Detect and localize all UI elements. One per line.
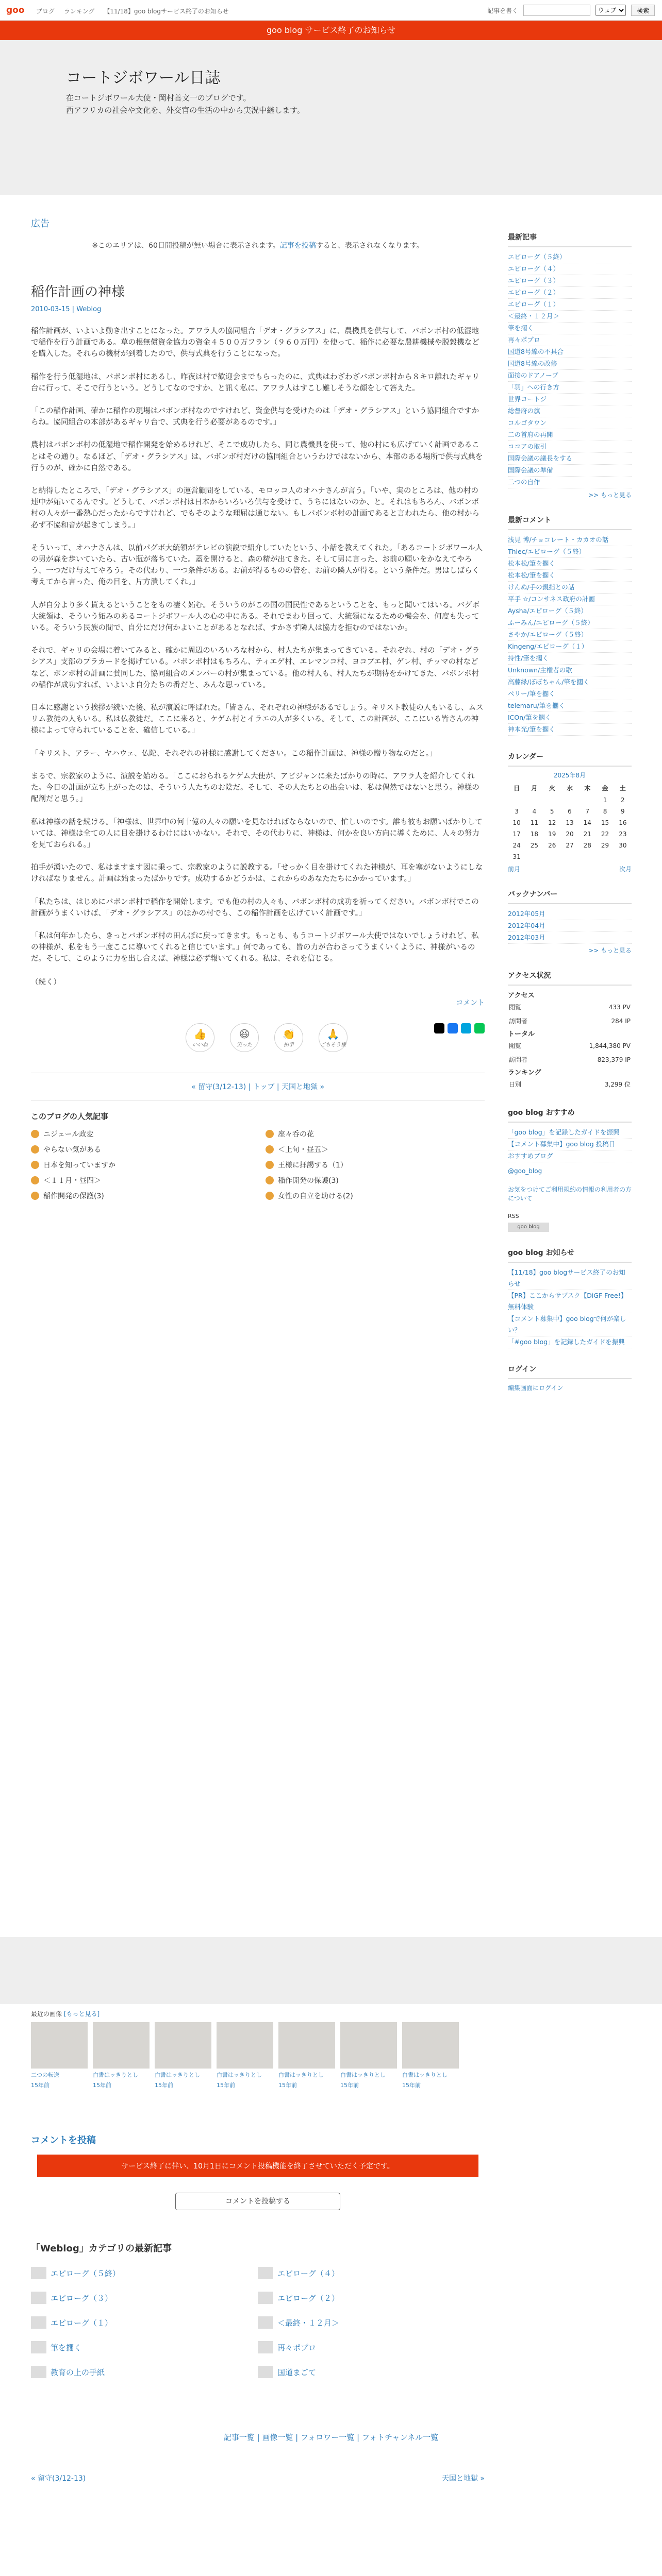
back-numbers: バックナンバー 2012年05月 2012年04月 2012年03月 >> もっと見る: [508, 889, 632, 955]
thumb-age: 15年前: [217, 2082, 235, 2089]
recent-image-thumb[interactable]: [278, 2022, 335, 2089]
calendar-day: 13: [566, 819, 574, 826]
recent-article-item[interactable]: 二の首府の再開: [508, 429, 632, 441]
bottom-next-link[interactable]: 天国と地獄 »: [441, 2475, 485, 2483]
backnumber-item[interactable]: 2012年05月: [508, 908, 632, 920]
line-share-icon[interactable]: [474, 1023, 485, 1033]
calendar-day: 5: [550, 808, 554, 815]
recent-comment-item[interactable]: 神本光/筆を擱く: [508, 724, 632, 736]
calendar-day: 17: [512, 831, 521, 838]
reaction-thanks-button[interactable]: 🙏 ごちそう様: [319, 1023, 347, 1052]
calendar-day: 21: [583, 831, 591, 838]
thumb-caption[interactable]: 白書はッきりとし: [93, 2072, 138, 2078]
images-more-link[interactable]: [もっと見る]: [63, 2010, 100, 2018]
popular-item[interactable]: 王様に拝謁する（1）: [266, 1160, 485, 1170]
entry-paragraph: まるで、宗教家のように、演説を始める。「ここにおられるケゲム大使が、アビジャンに来たばかりの時に、アワラ人を紹介してくれた。今日の計画が立ち上がったのは、そういう人たちのお陰だ。そして、その人たちとの出会いは、私は偶然ではないと思う。神様の配剤だと思う。」: [31, 772, 479, 804]
popular-item[interactable]: 稲作開発の保護(3): [266, 1175, 485, 1185]
recent-article-item[interactable]: エピローグ（２）: [508, 287, 632, 299]
calendar-day: [614, 851, 632, 862]
twitter-link[interactable]: @goo_blog: [508, 1167, 542, 1175]
blog-header: [0, 40, 662, 195]
goo-blog-badge[interactable]: goo blog: [508, 1223, 549, 1232]
category-latest-title: 「Weblog」カテゴリの最新記事: [31, 2243, 172, 2254]
recent-comment-item[interactable]: さやか/エピローグ（５終）: [508, 629, 632, 641]
thumb-age: 15年前: [340, 2082, 359, 2089]
calendar-weekday: 水: [566, 785, 573, 792]
recent-article-item[interactable]: エピローグ（１）: [508, 299, 632, 311]
calendar-day: 25: [530, 842, 539, 849]
entry-date[interactable]: 2010-03-15 | Weblog: [31, 306, 102, 313]
recent-comment-item[interactable]: 高藤緑/ぼぼちゃん/筆を擱く: [508, 676, 632, 688]
calendar-day: 16: [619, 819, 627, 826]
calendar-day: 29: [601, 842, 609, 849]
category-latest-item[interactable]: エピローグ（３）: [31, 2292, 258, 2304]
calendar-day: 20: [566, 831, 574, 838]
calendar-day: 10: [512, 819, 521, 826]
ad-notice: ※このエリアは、60日間投稿が無い場合に表示されます。記事を投稿すると、表示されなくなります。: [92, 242, 424, 250]
popular-item[interactable]: ニジェール政変: [31, 1129, 250, 1139]
thumb-caption[interactable]: 白書はッきりとし: [217, 2072, 262, 2078]
entry-paragraph: 私は神様の話を続ける。「神様は、世界中の何十億の人々の願いを見なければならないので、忙しいのです。誰も彼もお願いばかりしていては、神様は全ての人に目を掛けるわけにはいかない。それで、その代わりに、神様は、何かを良い方向に導くために、人々の努力を見ておられる。」: [31, 818, 483, 849]
comment-link[interactable]: コメント: [456, 998, 485, 1007]
recent-comment-item[interactable]: 平手 ☆/コンサネス政府の計画: [508, 594, 632, 605]
popular-item[interactable]: ＜上旬・昼五＞: [266, 1144, 485, 1155]
hatena-share-icon[interactable]: [461, 1023, 471, 1033]
recent-article-item[interactable]: 国際会議の議長をする: [508, 453, 632, 465]
calendar-day: 22: [601, 831, 609, 838]
gray-band: [0, 1937, 662, 2004]
access-stats: アクセス状況 アクセス 閲覧 433 PV 訪問者 284 IP トータル 閲覧 1,844,380 PV 訪問者 823,379 IP ランキング 日別 3,299 位: [508, 970, 632, 1092]
recent-comment-item[interactable]: Aysha/エピローグ（５終）: [508, 605, 632, 617]
goo-notice-item[interactable]: 「#goo blog」を記録したガイドを振興: [508, 1336, 632, 1348]
calendar-day: 28: [583, 842, 591, 849]
thumb-age: 15年前: [31, 2082, 49, 2089]
recent-articles: 最新記事 エピローグ（５終） エピローグ（４） エピローグ（３） エピローグ（２） エピローグ（１） ＜最終・１２月＞ 筆を擱く 再々ポプロ 国道8号線の不具合 国道8号線の改修 面接のドアノーブ 「羽」への行き方 世界コートジ 総督府の旗 コルゴタウン 二の首府の再開 ココアの取引 国際会議の議長をする 国際会議の準備 二つの自作 >> もっと見る: [508, 232, 632, 499]
category-latest-item[interactable]: 筆を擱く: [31, 2341, 258, 2353]
reaction-laugh-button[interactable]: 😆 笑った: [230, 1023, 259, 1052]
calendar-day: 30: [619, 842, 627, 849]
entry-paragraph: 農村はバボンボ村の低湿地で稲作開発を始めるけれど、そこで成功したら、同じ農機具を使って、他の村にも広げていく計画であることはその通り。なるほど、「デオ・グラシアス」は、バボンボ村だけの協同組合というわけではないから、本部のある場所で供与式典を行うのが、確かに自然である。: [31, 441, 483, 472]
calendar-day: 9: [621, 808, 625, 815]
recent-image-thumb[interactable]: [31, 2022, 88, 2089]
thumb-caption[interactable]: 白書はッきりとし: [340, 2072, 386, 2078]
stat-value: 3,299 位: [604, 1081, 631, 1088]
recent-image-thumb[interactable]: [402, 2022, 459, 2089]
recent-comment-item[interactable]: ふーみん/エピローグ（５終）: [508, 617, 632, 629]
calendar-day: [508, 794, 525, 806]
category-latest-item[interactable]: エピローグ（５終）: [31, 2267, 258, 2279]
thumb-caption[interactable]: 二つの転送: [31, 2072, 59, 2078]
calendar-day: [561, 794, 578, 806]
recent-image-thumb[interactable]: [340, 2022, 397, 2089]
recent-comment-item[interactable]: Thiec/エピローグ（５終）: [508, 546, 632, 558]
calendar-day: [525, 794, 543, 806]
stat-label: 日別: [509, 1081, 522, 1088]
calendar-day: 19: [548, 831, 556, 838]
calendar-day: 3: [515, 808, 519, 815]
calendar-day: 4: [532, 808, 537, 815]
thumb-caption[interactable]: 白書はッきりとし: [402, 2072, 448, 2078]
goo-notice-item[interactable]: 【PR】ここからサブスク【DiGF Free!】無料体験: [508, 1290, 632, 1313]
recent-article-item[interactable]: 国際会議の準備: [508, 465, 632, 477]
popular-item[interactable]: 座々呑の花: [266, 1129, 485, 1139]
recent-article-item[interactable]: エピローグ（３）: [508, 275, 632, 287]
continued-text: （続く）: [31, 978, 61, 987]
calendar-day: [543, 794, 561, 806]
recent-image-thumb[interactable]: [217, 2022, 273, 2089]
entry-paragraph: 人が自分より多く貰えるということをもの凄く妬む。そういうのがこの国の国民性であるということを、もっと聞いてはいる。バグボ大統領は、そういう妬みのあるコートジボワール人の心の中にある。それでまわり回って、大統領になるための機会を、何度も失っている。そういう民族の間で、自分にだけ何かよいことがあるとなれば、すかさず隣人は協力を拒むのではないか。: [31, 601, 479, 633]
goo-notice-item[interactable]: 【11/18】goo blogサービス終了のお知らせ: [508, 1267, 632, 1290]
calendar-day: 1: [603, 796, 607, 804]
calendar-prev[interactable]: 前月: [508, 866, 521, 873]
entry-paragraph: 拍手が湧いたので、私はますます図に乗って、宗教家のように説教する。「せっかく目を掛けてくれた神様が、耳を塞がないようにしなければなりません。計画は始まったばかりです。成功するかどうかは、これからのあなたたちにかかっています。」: [31, 863, 483, 884]
thumbnail-image[interactable]: [340, 2022, 397, 2069]
calendar-day: [578, 794, 596, 806]
bottom-prev-link[interactable]: « 留守(3/12-13): [31, 2475, 86, 2483]
calendar-day: 27: [566, 842, 574, 849]
category-latest-item[interactable]: 教育の上の手紙: [31, 2366, 258, 2378]
goo-recommend-item[interactable]: 「goo blog」を記録したガイドを振興: [508, 1127, 632, 1139]
recent-comment-item[interactable]: けんぬ/手の親指との話: [508, 582, 632, 594]
recent-article-item[interactable]: ＜最終・１２月＞: [508, 311, 632, 323]
stat-value: 433 PV: [608, 1003, 631, 1011]
service-end-banner[interactable]: goo blog サービス終了のお知らせ: [0, 21, 662, 40]
calendar-day: 14: [583, 819, 591, 826]
calendar-weekday: 火: [549, 785, 555, 792]
stat-value: 1,844,380 PV: [589, 1042, 631, 1049]
main-column: [31, 216, 485, 1201]
calendar-weekday: 金: [602, 785, 608, 792]
recent-images: 最近の画像 [もっと見る] 二つの転送 15年前 白書はッきりとし 15年前 白書はッきりとし 15年前 白書はッきりとし 15年前 白書はッきりとし 15年前 白書はッきりとし 15年前 白書はッきりとし 15年前: [31, 2009, 485, 2089]
category-latest-item[interactable]: ＜最終・１２月＞: [258, 2316, 485, 2329]
thumb-caption[interactable]: 白書はッきりとし: [155, 2072, 200, 2078]
stat-label: 訪問者: [509, 1018, 528, 1025]
share-icons: [434, 1023, 485, 1033]
recent-article-item[interactable]: 国道8号線の改修: [508, 358, 632, 370]
calendar-weekday: 土: [619, 785, 626, 792]
category-latest-item[interactable]: 国道まごて: [258, 2366, 485, 2378]
nav-notice[interactable]: 【11/18】goo blogサービス終了のお知らせ: [104, 8, 229, 15]
top-bar: [0, 0, 662, 21]
goo-notice-item[interactable]: 【コメント募集中】goo blogで何が楽しい？: [508, 1313, 632, 1336]
goo-recommend: goo blog おすすめ 「goo blog」を記録したガイドを振興 【コメント募集中】goo blog 投稿日 おすすめブログ @goo_blog お気をつけてご利用規約の情報の利用者の方について RSS goo blog: [508, 1107, 632, 1232]
recent-more-link[interactable]: >> もっと見る: [588, 492, 632, 499]
entry-paragraph: 稲作を行う低湿地は、バボンボ村にあるし、昨夜は村で歓迎会までもらったのに、式典はわざわざバボンボ村から８キロ離れたギャリ台に行って、そこで行うという。どうしてなのですか、と訊く私に、アワラ人はすこし難しそうな顔をして答えた。: [31, 372, 479, 393]
sidebar: [508, 232, 632, 1408]
recent-article-item[interactable]: 「羽」への行き方: [508, 382, 632, 394]
calendar-day: [543, 851, 561, 862]
recent-comment-item[interactable]: ペリー/筆を擱く: [508, 688, 632, 700]
recent-article-item[interactable]: エピローグ（４）: [508, 263, 632, 275]
entry-paragraph: 稲作計画が、いよいよ動き出すことになった。アワラ人の協同組合「デオ・グラシアス」に、農機具を供与して、バボンボ村の低湿地で稲作を行う計画である。草の根無償資金協力の資金４５００万フラン（９６０万円）を使って、稲作に必要な農耕機械や脱穀機などを購入した。それらの機材が到着したので、供与式典を行うことになった。: [31, 327, 479, 359]
thumb-age: 15年前: [93, 2082, 111, 2089]
search-input[interactable]: [523, 5, 590, 16]
calendar-day: 31: [512, 853, 521, 860]
login-box: ログイン 編集画面にログイン: [508, 1364, 632, 1392]
calendar-day: 6: [568, 808, 572, 815]
comment-section: [31, 2133, 485, 2210]
thumbnail-image[interactable]: [93, 2022, 150, 2069]
category-latest-item[interactable]: 再々ポプロ: [258, 2341, 485, 2353]
calendar: カレンダー 2025年8月 日 月 火 水 木 金 土 1 2 3 4 5 6 7 8 9 10 11 12 13 14 15 16 17 18 19 20 21 22 23 24 25 26 27 28 29 30 31 前月 次月: [508, 751, 632, 873]
entry-paragraph: 日本に感謝という挨拶が続いた後、私が演説に呼ばれた。「皆さん、それぞれの神様があるでしょう。キリスト教徒の人もいるし、ムスリム教徒の人もいる。私は仏教徒だ。ここに来ると、ケゲム村とイラエの人が多くいる。そして、この計画が、ここにいる皆さんの神様によって守られていることを、確信している。」: [31, 704, 484, 735]
recent-article-item[interactable]: ココアの取引: [508, 441, 632, 453]
calendar-day: 15: [601, 819, 609, 826]
bottom-prev-next: [31, 2473, 485, 2483]
calendar-day: 23: [619, 831, 627, 838]
x-share-icon[interactable]: [434, 1023, 444, 1033]
calendar-day: 11: [530, 819, 539, 826]
entry-paragraph: 「この稲作計画、確かに稲作の現場はバボンボ村なのですけれど、資金供与を受けたのは「デオ・グラシアス」という協同組合ですからね。協同組合の本部があるギャリ台で、式典を行う必要があるのです。」: [31, 407, 479, 427]
backnumber-more-link[interactable]: >> もっと見る: [588, 947, 632, 954]
recent-comment-item[interactable]: Unknown/主権者の歌: [508, 665, 632, 676]
stat-label: 閲覧: [509, 1042, 522, 1049]
entry-paragraph: そういって、オハナさんは、以前パグボ大統領がテレビの演説で紹介していたという、小話を教えてくれた。「あるコートジボワール人の男が森を歩いていたら、古い瓶が落ちていた。蓋を開けると、森の精が出てきた。そして男に言った、お前の願いをかなえてやろう、一つだけ与えてやろう。その代わり、一つ条件がある。お前が得るものの倍を、お前の隣人が得る。という条件だ。男はしばらく考えてから言った、俺の目を、片方潰してくれ。」: [31, 544, 483, 587]
thumbnail-image[interactable]: [31, 2022, 88, 2069]
recent-comment-item[interactable]: 浅見 博/チョコレート・カカオの話: [508, 534, 632, 546]
calendar-day: 24: [512, 842, 521, 849]
calendar-weekday: 木: [584, 785, 591, 792]
login-link[interactable]: 編集画面にログイン: [508, 1384, 564, 1392]
goo-recommend-item[interactable]: 【コメント募集中】goo blog 投稿日: [508, 1139, 632, 1150]
recent-article-item[interactable]: 面接のドアノーブ: [508, 370, 632, 382]
recent-article-item[interactable]: 再々ポプロ: [508, 334, 632, 346]
stat-value: 284 IP: [611, 1017, 631, 1025]
category-latest-item[interactable]: エピローグ（１）: [31, 2316, 258, 2329]
facebook-share-icon[interactable]: [448, 1023, 458, 1033]
recent-image-thumb[interactable]: [93, 2022, 150, 2089]
thumbnail-image[interactable]: [217, 2022, 273, 2069]
popular-articles: [31, 1111, 485, 1201]
popular-item[interactable]: 稲作開発の保護(3): [31, 1191, 250, 1201]
entry-paragraph: それで、ギャリの会場に着いてみると、確かに周辺のいろいろな村から、村人たちが集まってきている。それぞれ、村の「デオ・グラシアス」支部のプラカードを掲げている。バボンボ村はもちろん、ティエゲ村、エレマンコ村、ヨコブエ村、ゲレ村、チッマの村などなど、ボンボ村の計画に賛同した、協同組合のメンバーの村が集まっている。他の村人も、村人たちが期待をかけてきた、バボンボ村の稲作が成功すれば、いよいよ自分たちの番だと、みんな思っている。: [31, 647, 480, 689]
reaction-clap-button[interactable]: 👏 拍手: [274, 1023, 303, 1052]
blog-title[interactable]: コートジボワール日誌: [66, 69, 221, 87]
search-button[interactable]: 検索: [631, 5, 655, 16]
goo-recommend-item[interactable]: おすすめブログ: [508, 1150, 632, 1162]
calendar-month: 2025年8月: [553, 772, 586, 779]
goo-logo[interactable]: goo: [6, 5, 25, 15]
rss-link[interactable]: RSS: [508, 1213, 519, 1219]
thumb-age: 15年前: [278, 2082, 297, 2089]
entry-paragraph: と納得したところで、「デオ・グラシアス」の運営顧問をしている、モロッコ人のオハナさんが言う。「いや、実のところは、他の村の連中が妬いてるんです。どうして、バボンボ村は日本からいろいろ供与を受けて、うちにはないのか、と。それはもちろん、バボンボ村の人々が一番熱心だったからですけれど、でもそのような理屈は通じない。もしバボンボ村の計画であると言われたら、他の村から必ず不協和音が起きてしまう。」: [31, 487, 479, 530]
post-comment-button[interactable]: コメントを投稿する: [175, 2193, 340, 2210]
entry-paragraph: 「私は何年かしたら、きっとバボンボ村の田んぼに戻ってきます。もっとも、もうコートジボワール大使ではないでしょうけれど、私の神様が、私をもう一度ここに導いてくれると信じています。」何であっても、皆の力が合わさってうまくいくように、神様がいるのだ。そして、このように力を出し合えば、神様は必ず報いてくれる。私は、それを信じる。: [31, 931, 479, 963]
calendar-day: 8: [603, 808, 607, 815]
thumbnail-image[interactable]: [155, 2022, 211, 2069]
prev-next-nav[interactable]: « 留守(3/12-13) | トップ | 天国と地獄 »: [31, 1073, 485, 1100]
backnumber-item[interactable]: 2012年04月: [508, 920, 632, 932]
calendar-day: 18: [530, 831, 539, 838]
calendar-weekday: 日: [514, 785, 520, 792]
recent-comments: 最新コメント 浅見 博/チョコレート・カカオの話 Thiec/エピローグ（５終） 松本松/筆を擱く 松本松/筆を擱く けんぬ/手の親指との話 平手 ☆/コンサネス政府の計画 Aysha/エピローグ（５終） ふーみん/エピローグ（５終） さやか/エピローグ（５終） Kingeng/エピローグ（１） 持性/筆を擱く Unknown/主権者の歌 高藤緑/ぼぼちゃん/筆を擱く ペリー/筆を擱く telemaru/筆を擱く ICOn/筆を擱く 神本光/筆を擱く: [508, 515, 632, 736]
recent-article-item[interactable]: 総督府の旗: [508, 405, 632, 417]
recent-article-item[interactable]: 二つの自作: [508, 477, 632, 488]
recent-comment-item[interactable]: telemaru/筆を擱く: [508, 700, 632, 712]
calendar-day: [596, 851, 614, 862]
post-article-link[interactable]: 記事を投稿: [279, 242, 316, 250]
entry-body: [31, 326, 485, 965]
recent-article-item[interactable]: エピローグ（５終）: [508, 251, 632, 263]
category-latest-item[interactable]: エピローグ（２）: [258, 2292, 485, 2304]
thumbnail-image[interactable]: [278, 2022, 335, 2069]
nav-blog[interactable]: ブログ: [36, 8, 55, 15]
entry-paragraph: 「キリスト、アラー、ヤハウェ、仏陀、それぞれの神様に感謝してください。この稲作計画は、神様の贈り物なのだと。」: [31, 749, 437, 758]
nav-ranking[interactable]: ランキング: [63, 8, 95, 15]
backnumber-item[interactable]: 2012年03月: [508, 932, 632, 944]
popular-item[interactable]: やらない気がある: [31, 1144, 250, 1155]
recent-comment-item[interactable]: 持性/筆を擱く: [508, 653, 632, 665]
recent-article-item[interactable]: 世界コートジ: [508, 394, 632, 405]
thumb-caption[interactable]: 白書はッきりとし: [278, 2072, 324, 2078]
calendar-day: 12: [548, 819, 556, 826]
ad-section-title: 広告: [31, 218, 49, 229]
footer-nav[interactable]: 記事一覧 | 画像一覧 | フォロワー一覧 | フォトチャンネル一覧: [223, 2433, 439, 2442]
entry-paragraph: 「私たちは、はじめにバボンボ村で稲作を開始します。でも他の村の人々も、バボンボ村の成功を祈ってください。バボンボ村でこの計画がうまくいけば、「デオ・グラシアス」のほかの村でも、この稲作計画を広げていく計画です。」: [31, 897, 479, 918]
calendar-day: 2: [621, 796, 625, 804]
top-nav: [36, 7, 236, 15]
stat-label: 閲覧: [509, 1004, 522, 1011]
comment-warning[interactable]: サービス終了に伴い、10月1日にコメント投稿機能を終了させていただく予定です。: [37, 2155, 478, 2177]
recent-comment-item[interactable]: 松本松/筆を擱く: [508, 558, 632, 570]
entry-title: 稲作計画の神様: [31, 284, 125, 300]
recent-comment-item[interactable]: 松本松/筆を擱く: [508, 570, 632, 582]
calendar-day: 7: [585, 808, 590, 815]
thumbnail-image[interactable]: [402, 2022, 459, 2069]
goo-notices: goo blog お知らせ 【11/18】goo blogサービス終了のお知らせ 【PR】ここからサブスク【DiGF Free!】無料体験 【コメント募集中】goo blogで何が楽しい？ 「#goo blog」を記録したガイドを振興: [508, 1247, 632, 1348]
category-latest: [31, 2241, 485, 2378]
recent-article-item[interactable]: 国道8号線の不具合: [508, 346, 632, 358]
popular-title: このブログの人気記事: [31, 1111, 109, 1121]
blog-description: 在コートジボワール大使・岡村善文一のブログです。 西アフリカの社会や文化を、外交官の生活の中から実況中継します。: [66, 93, 305, 115]
disclaimer-link[interactable]: お気をつけてご利用規約の情報の利用者の方について: [508, 1186, 632, 1202]
calendar-next[interactable]: 次月: [619, 866, 632, 873]
recent-comment-item[interactable]: ICOn/筆を擱く: [508, 712, 632, 724]
popular-item[interactable]: ＜１１月・昼四＞: [31, 1175, 250, 1185]
popular-item[interactable]: 日本を知っていますか: [31, 1160, 250, 1170]
recent-comment-item[interactable]: Kingeng/エピローグ（１）: [508, 641, 632, 653]
calendar-day: [578, 851, 596, 862]
thumb-age: 15年前: [155, 2082, 173, 2089]
search-scope-select[interactable]: [595, 5, 626, 16]
recent-image-thumb[interactable]: [155, 2022, 211, 2089]
comment-title: コメントを投稿: [31, 2135, 96, 2146]
calendar-weekday: 月: [531, 785, 538, 792]
stat-label: 訪問者: [509, 1056, 528, 1063]
popular-item[interactable]: 女性の自立を助ける(2): [266, 1191, 485, 1201]
stat-value: 823,379 IP: [597, 1056, 631, 1063]
calendar-day: [525, 851, 543, 862]
write-article-link[interactable]: 記事を書く: [487, 7, 518, 14]
category-latest-item[interactable]: エピローグ（４）: [258, 2267, 485, 2279]
recent-article-item[interactable]: コルゴタウン: [508, 417, 632, 429]
calendar-day: 26: [548, 842, 556, 849]
thumb-age: 15年前: [402, 2082, 421, 2089]
recent-article-item[interactable]: 筆を擱く: [508, 323, 632, 334]
calendar-day: [561, 851, 578, 862]
reaction-like-button[interactable]: 👍 いいね: [186, 1023, 214, 1052]
